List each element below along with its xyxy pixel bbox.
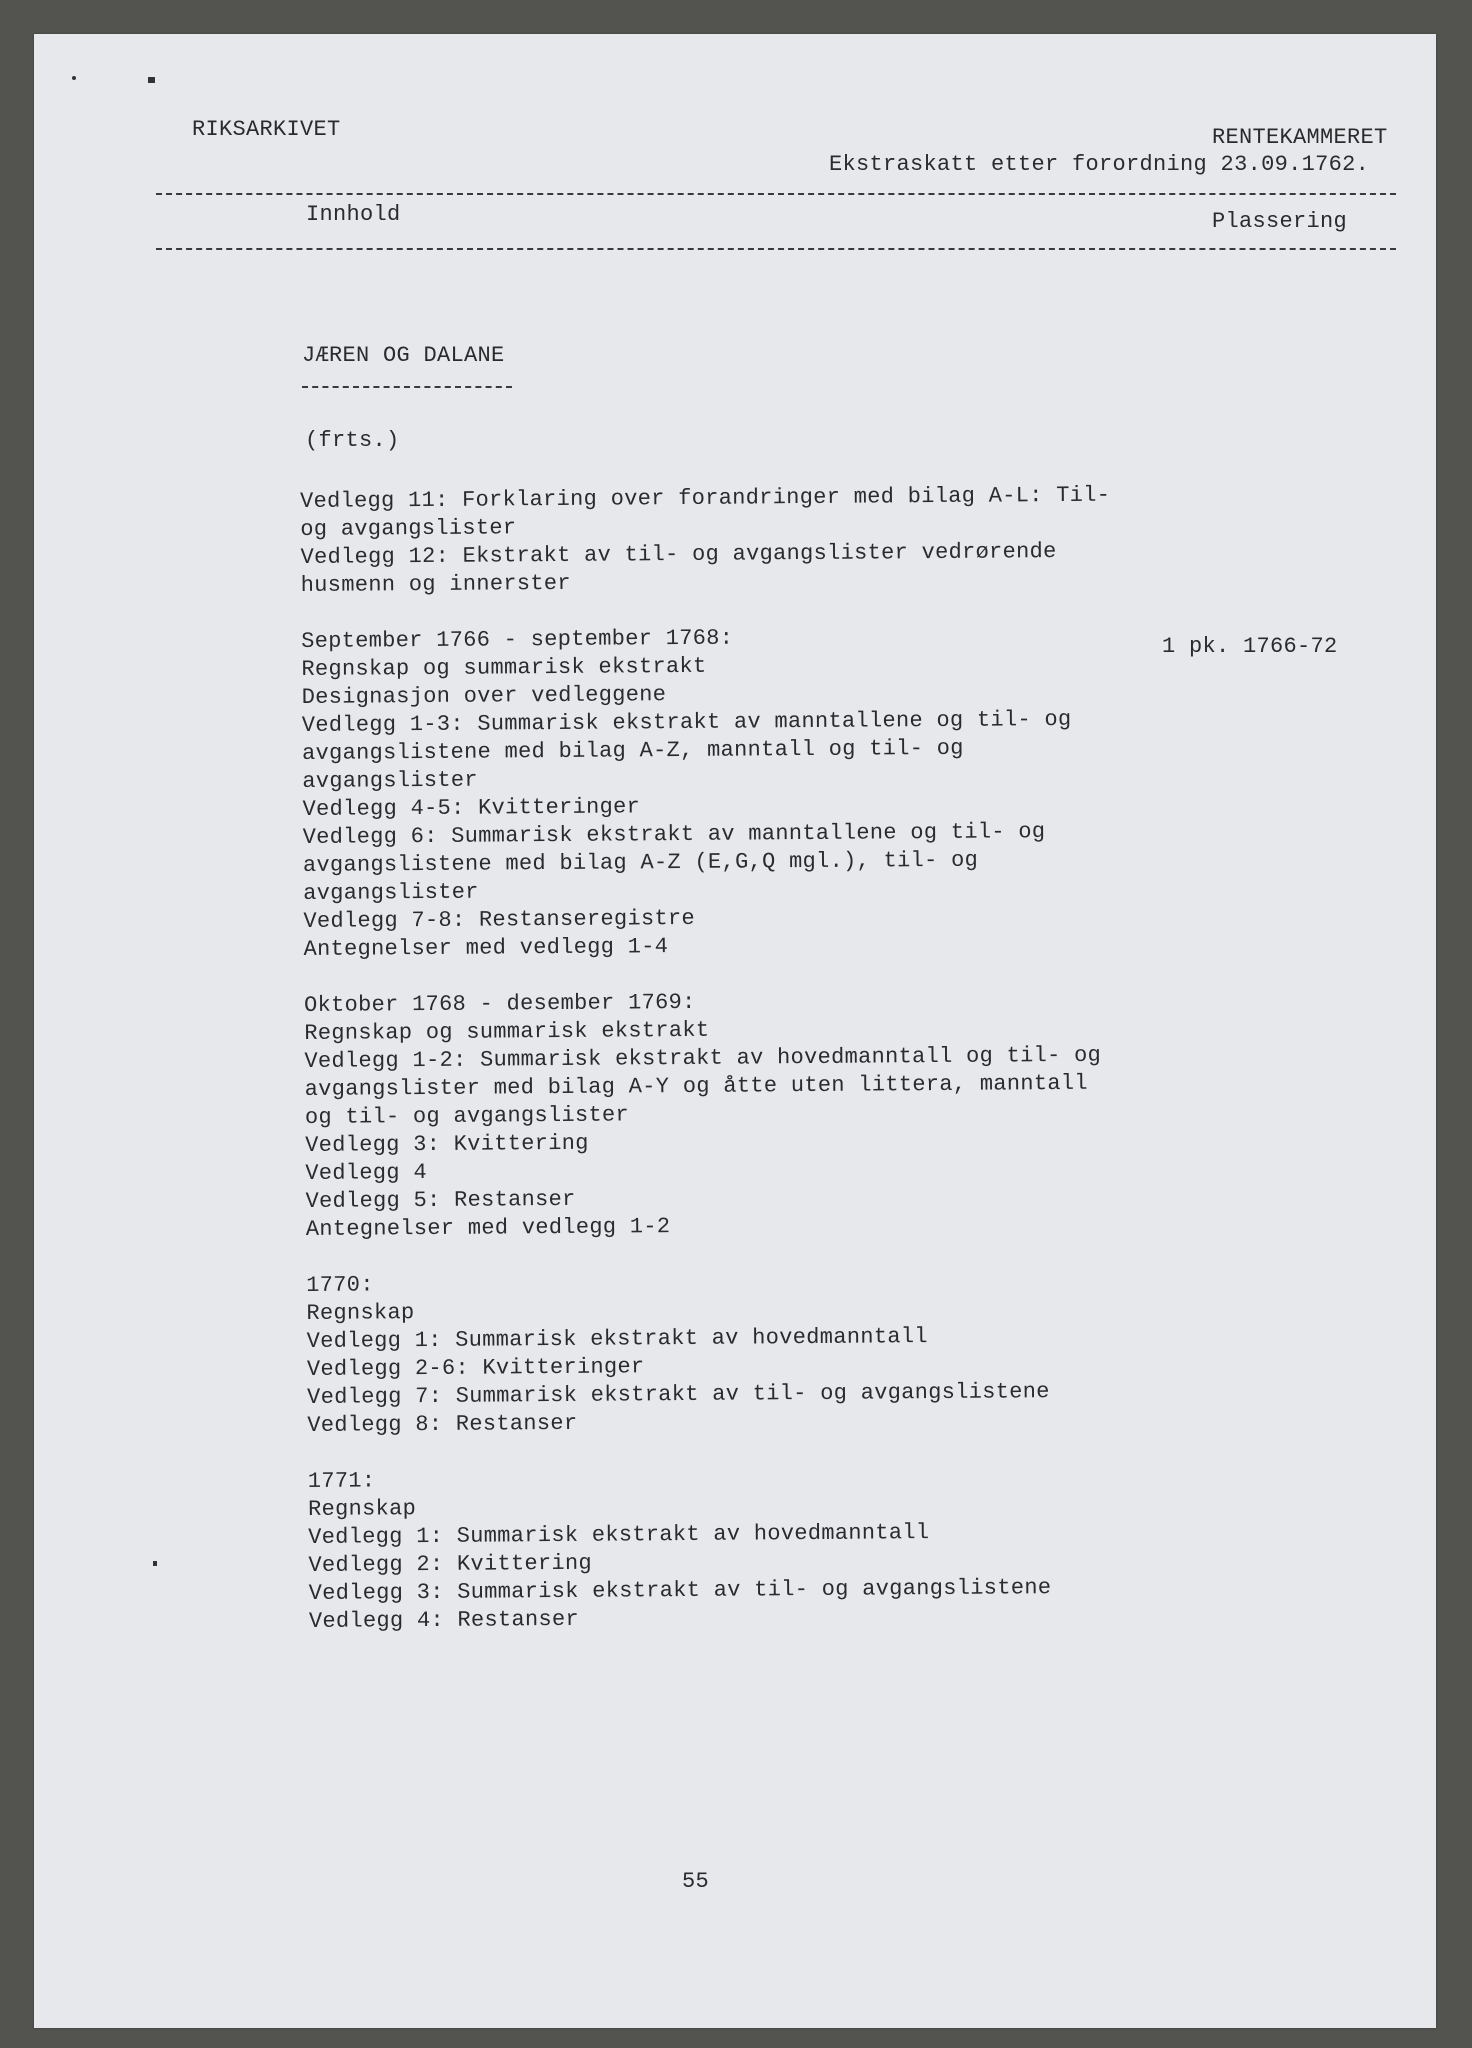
list-line: avgangslister med bilag A-Y og åtte uten littera, manntall xyxy=(304,1070,1088,1102)
list-line: Antegnelser med vedlegg 1-4 xyxy=(303,934,669,962)
list-line: Regnskap xyxy=(306,1300,415,1326)
scan-speck xyxy=(72,76,76,80)
section-continued: (frts.) xyxy=(305,428,400,453)
list-line: Vedlegg 12: Ekstrakt av til- og avgangslister vedrørende xyxy=(300,539,1057,570)
list-line: Regnskap xyxy=(307,1496,417,1522)
list-line: Vedlegg 7-8: Restanseregistre xyxy=(303,905,696,934)
document-title: Ekstraskatt etter forordning 23.09.1762. xyxy=(829,152,1370,177)
list-line: og til- og avgangslister xyxy=(304,1102,630,1130)
scan-speck xyxy=(148,77,155,83)
section-title-underline xyxy=(302,386,512,388)
list-line: avgangslister xyxy=(303,879,479,906)
page-number: 55 xyxy=(682,1869,710,1894)
list-line: Vedlegg 4 xyxy=(305,1160,428,1186)
department-name: RENTEKAMMERET xyxy=(1212,125,1388,150)
list-line: Vedlegg 1: Summarisk ekstrakt av hovedmanntall xyxy=(306,1324,928,1354)
list-line: og avgangslister xyxy=(300,515,517,542)
list-line: Vedlegg 4-5: Kvitteringer xyxy=(302,794,641,822)
list-line: avgangslistene med bilag A-Z (E,G,Q mgl.), til- og xyxy=(302,847,979,878)
list-line: Oktober 1768 - desember 1769: xyxy=(303,989,696,1018)
list-line: Vedlegg 1-3: Summarisk ekstrakt av manntallene og til- og xyxy=(301,706,1072,738)
content-list xyxy=(300,481,1209,1636)
list-line: Vedlegg 2: Kvittering xyxy=(308,1550,593,1578)
column-header-content: Innhold xyxy=(306,202,401,227)
list-line: Vedlegg 11: Forklaring over forandringer med bilag A-L: Til- xyxy=(300,482,1111,514)
list-line: Vedlegg 7: Summarisk ekstrakt av til- og avgangslistene xyxy=(307,1379,1050,1410)
section-title: JÆREN OG DALANE xyxy=(302,343,505,368)
list-line: Vedlegg 2-6: Kvitteringer xyxy=(306,1354,645,1382)
list-line: 1770: xyxy=(306,1272,374,1298)
list-line: September 1766 - september 1768: xyxy=(301,625,734,654)
list-line: Vedlegg 8: Restanser xyxy=(307,1410,578,1438)
placement-value: 1 pk. 1766-72 xyxy=(1162,634,1338,659)
list-line: avgangslistene med bilag A-Z, manntall og til- og xyxy=(301,735,964,766)
list-line: Regnskap og summarisk ekstrakt xyxy=(304,1017,710,1046)
list-line: Antegnelser med vedlegg 1-2 xyxy=(305,1214,671,1242)
list-line: avgangslister xyxy=(302,767,478,794)
archive-name: RIKSARKIVET xyxy=(192,117,341,142)
list-line: husmenn og innerster xyxy=(300,570,571,598)
list-line: Regnskap og summarisk ekstrakt xyxy=(301,653,707,682)
list-line: Designasjon over vedleggene xyxy=(301,682,667,710)
list-line: Vedlegg 6: Summarisk ekstrakt av manntallene og til- og xyxy=(302,819,1046,850)
list-line: Vedlegg 1: Summarisk ekstrakt av hovedmanntall xyxy=(308,1520,930,1550)
header-divider xyxy=(156,193,1396,195)
list-line: Vedlegg 5: Restanser xyxy=(305,1186,576,1214)
column-header-location: Plassering xyxy=(1212,209,1348,234)
list-line: Vedlegg 3: Summarisk ekstrakt av til- og avgangslistene xyxy=(308,1575,1052,1606)
scan-speck xyxy=(153,1561,157,1566)
list-line: Vedlegg 3: Kvittering xyxy=(305,1130,589,1158)
column-divider xyxy=(156,248,1396,250)
list-line: 1771: xyxy=(307,1468,376,1494)
list-line: Vedlegg 1-2: Summarisk ekstrakt av hovedmanntall og til- og xyxy=(304,1042,1102,1074)
list-line: Vedlegg 4: Restanser xyxy=(308,1606,580,1634)
